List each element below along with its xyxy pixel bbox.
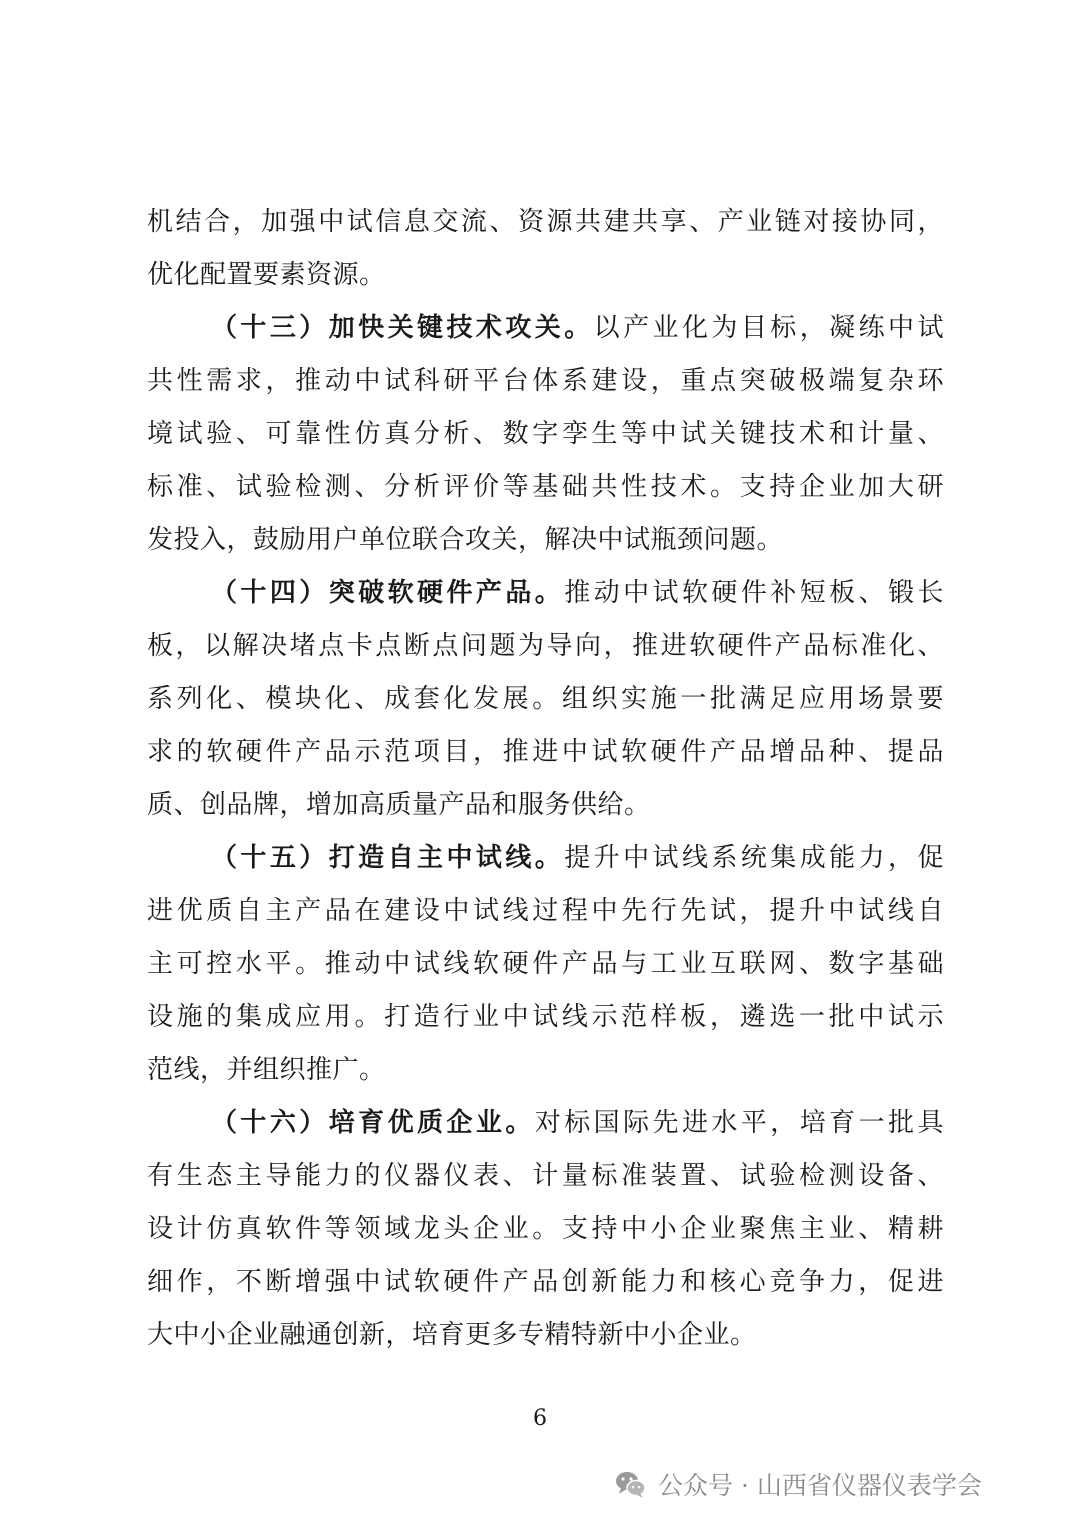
section-heading: （十六）培育优质企业。 (211, 1108, 535, 1138)
text-line: 主可控水平。推动中试线软硬件产品与工业互联网、数字基础 (147, 949, 944, 979)
text-span: 对标国际先进水平，培育一批具 (534, 1108, 944, 1138)
text-line: 优化配置要素资源。 (147, 260, 386, 290)
section-heading: （十四）突破软硬件产品。 (211, 578, 565, 608)
text-line: 求的软硬件产品示范项目，推进中试软硬件产品增品种、提品 (147, 737, 944, 767)
text-line: 境试验、可靠性仿真分析、数字孪生等中试关键技术和计量、 (147, 419, 944, 449)
text-line: 设施的集成应用。打造行业中试线示范样板，遴选一批中试示 (147, 1002, 944, 1032)
watermark (614, 1464, 982, 1504)
text-line: 进优质自主产品在建设中试线过程中先行先试，提升中试线自 (147, 896, 944, 926)
text-line: 有生态主导能力的仪器仪表、计量标准装置、试验检测设备、 (147, 1161, 944, 1191)
text-line: 发投入，鼓励用户单位联合攻关，解决中试瓶颈问题。 (147, 525, 784, 555)
paragraph-first-line (147, 832, 944, 885)
text-span: 以产业化为目标，凝练中试 (593, 313, 944, 343)
text-line: 范线，并组织推广。 (147, 1055, 386, 1085)
paragraph-first-line (147, 567, 944, 620)
paragraph-first-line (147, 302, 944, 355)
text-line: 板，以解决堵点卡点断点问题为导向，推进软硬件产品标准化、 (147, 631, 944, 661)
text-line: 标准、试验检测、分析评价等基础共性技术。支持企业加大研 (147, 472, 944, 502)
text-line: 机结合，加强中试信息交流、资源共建共享、产业链对接协同， (147, 207, 944, 237)
section-heading: （十三）加快关键技术攻关。 (211, 313, 594, 343)
text-line: 质、创品牌，增加高质量产品和服务供给。 (147, 790, 651, 820)
text-span: 推动中试软硬件补短板、锻长 (564, 578, 944, 608)
wechat-icon (614, 1467, 648, 1501)
text-line: 细作，不断增强中试软硬件产品创新能力和核心竞争力，促进 (147, 1267, 944, 1297)
text-line: 共性需求，推动中试科研平台体系建设，重点突破极端复杂环 (147, 366, 944, 396)
watermark-text: 公众号 · 山西省仪器仪表学会 (658, 1471, 982, 1500)
text-line: 系列化、模块化、成套化发展。组织实施一批满足应用场景要 (147, 684, 944, 714)
section-heading: （十五）打造自主中试线。 (211, 843, 565, 873)
text-span: 提升中试线系统集成能力，促 (564, 843, 944, 873)
page-number: 6 (533, 1406, 547, 1431)
text-line: 大中小企业融通创新，培育更多专精特新中小企业。 (147, 1320, 757, 1350)
paragraph-first-line (147, 1097, 944, 1150)
document-body (147, 196, 944, 1362)
text-line: 设计仿真软件等领域龙头企业。支持中小企业聚焦主业、精耕 (147, 1214, 944, 1244)
